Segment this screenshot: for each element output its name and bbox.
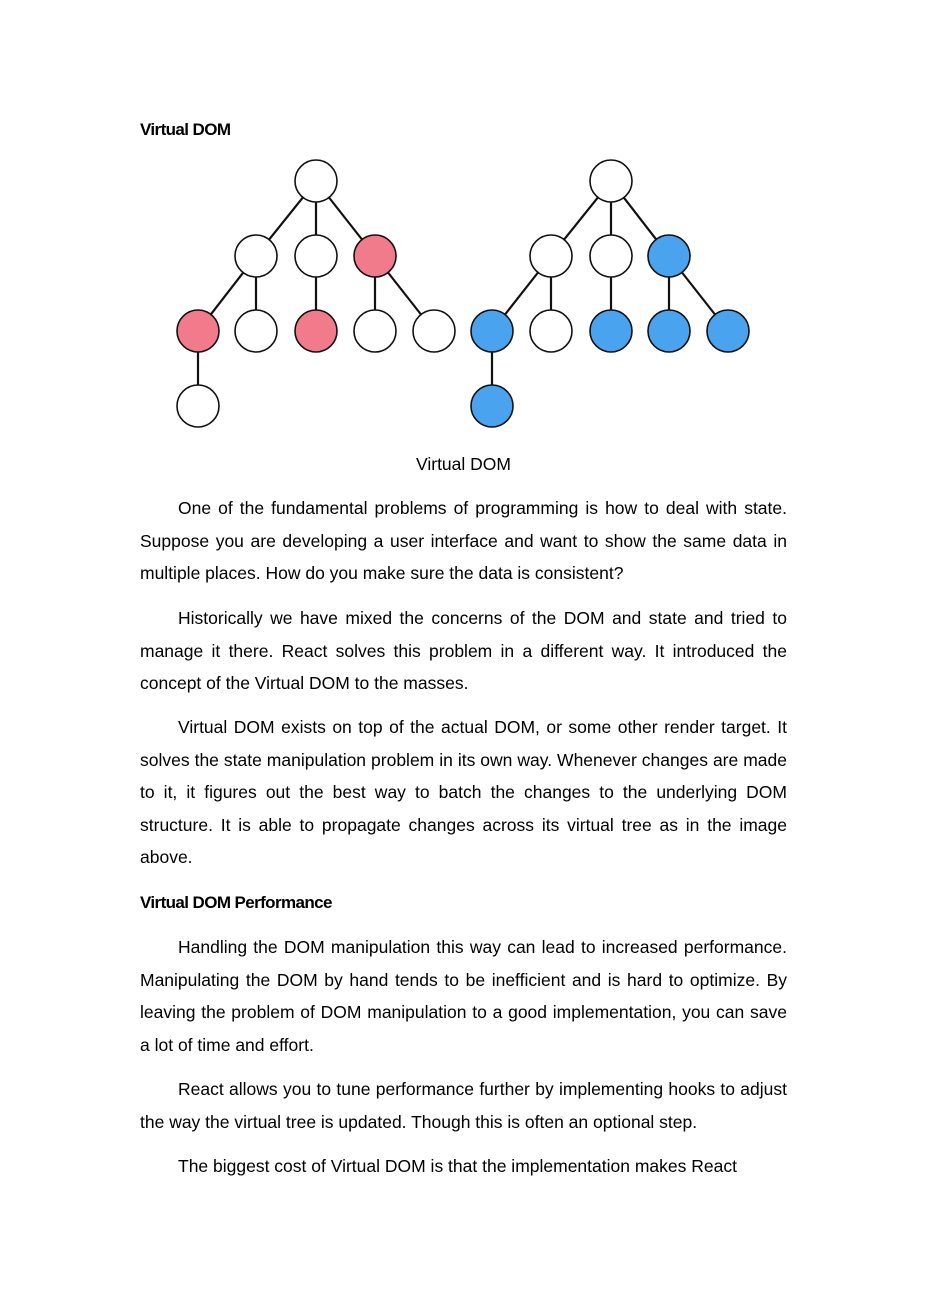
tree-edge-right-root-a [564,197,598,239]
tree-node-right-a2 [530,310,572,352]
tree-node-left-a2 [235,310,277,352]
tree-node-right-a1a-changed [471,385,513,427]
tree-node-right-c1-changed [648,310,690,352]
tree-node-left-c-changed [354,235,396,277]
tree-edge-left-root-c [329,198,362,240]
figure-caption: Virtual DOM [416,454,511,474]
tree-nodes [177,160,749,427]
paragraph-performance-benefits: Handling the DOM manipulation this way can lead to increased performance. Manipulating the DOM by hand tends to be inefficient and is hard to optimize. By leaving the problem of DOM manipulation to a good implementation, you can save a lot of time and effort. [140,937,787,1055]
tree-edge-left-a-a1 [211,273,243,315]
tree-node-right-b1-changed [590,310,632,352]
tree-edge-left-root-a [269,197,303,239]
tree-node-left-root [295,160,337,202]
tree-node-left-c1 [354,310,396,352]
tree-node-right-a [530,235,572,277]
tree-node-left-b1-changed [295,310,337,352]
tree-edge-left-c-c2 [388,273,421,315]
paragraph-virtual-dom-explained: Virtual DOM exists on top of the actual DOM, or some other render target. It solves the state manipulation problem in its own way. Whenever changes are made to it, it figures out the best way to batch the changes to the underlying DOM structure. It is able to propagate changes across its virtual tree as in the image above. [140,717,787,867]
tree-node-left-c2 [413,310,455,352]
section-heading-virtual-dom-performance: Virtual DOM Performance [140,893,332,912]
tree-node-left-a [235,235,277,277]
tree-node-left-b [295,235,337,277]
tree-node-left-a1a [177,385,219,427]
paragraph-state-problem: One of the fundamental problems of programming is how to deal with state. Suppose you are developing a user interface and want to show the same data in multiple places. How do you make sure the data is consistent? [140,498,787,583]
tree-node-right-a1-changed [471,310,513,352]
section-heading-virtual-dom: Virtual DOM [140,120,231,139]
tree-edges [198,197,715,385]
tree-node-right-c2-changed [707,310,749,352]
tree-node-right-root [590,160,632,202]
tree-edge-right-c-c2 [682,273,715,315]
tree-node-right-b [590,235,632,277]
tree-node-left-a1-changed [177,310,219,352]
paragraph-tuning-hooks: React allows you to tune performance further by implementing hooks to adjust the way the virtual tree is updated. Though this is often an optional step. [140,1079,787,1132]
paragraph-historical-approach: Historically we have mixed the concerns of the DOM and state and tried to manage it there. React solves this problem in a different way. It introduced the concept of the Virtual DOM to the masses. [140,608,787,693]
tree-node-right-c-changed [648,235,690,277]
virtual-dom-tree-figure [170,155,760,435]
tree-edge-right-root-c [624,198,656,240]
tree-edge-right-a-a1 [505,273,538,315]
paragraph-virtual-dom-cost: The biggest cost of Virtual DOM is that the implementation makes React [178,1156,737,1176]
